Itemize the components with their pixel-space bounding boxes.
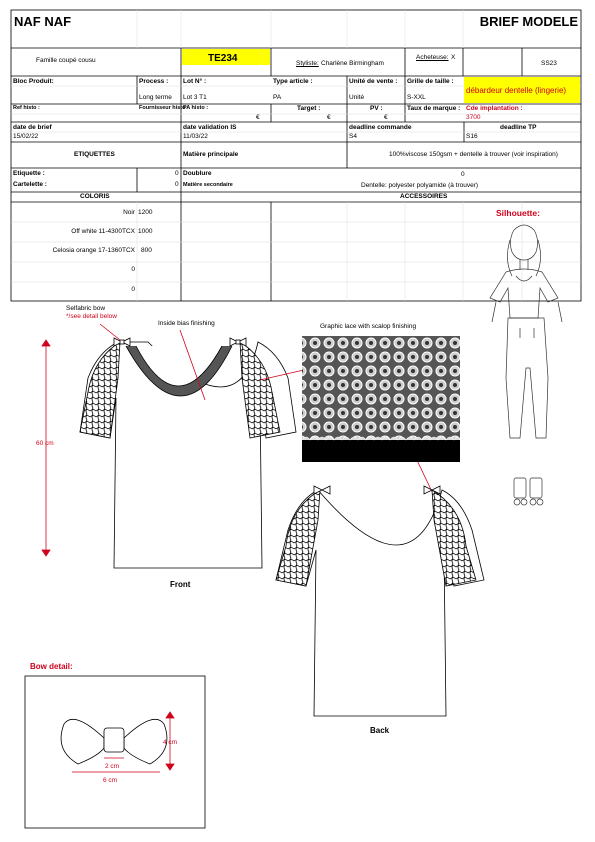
coloris-row-2-name: Off white 11-4300TCX xyxy=(71,228,135,235)
coloris-row-1-qty: 1200 xyxy=(138,209,153,216)
unite-vente-label: Unité de vente : xyxy=(349,78,398,85)
target-currency: € xyxy=(327,114,331,121)
coloris-row-3-name: Celosia orange 17-1360TCX xyxy=(52,247,135,254)
brand-name: NAF NAF xyxy=(14,14,72,29)
matiere-principale-label: Matière principale xyxy=(183,151,239,158)
matiere-secondaire-value: Dentelle: polyester polyamide (à trouver) xyxy=(361,182,479,189)
fournisseur-histo-label: Fournisseur histo xyxy=(139,105,186,111)
coloris-row-5-name: 0 xyxy=(131,286,135,293)
cde-implantation-label: Cde implantation : xyxy=(466,105,523,112)
type-article-value: PA xyxy=(273,94,282,101)
accessoires-heading: ACCESSOIRES xyxy=(400,193,448,200)
matiere-principale-value: 100%viscose 150gsm + dentelle à trouver (voir inspiration) xyxy=(389,151,558,158)
graphic-lace-label: Graphic lace with scalop finishing xyxy=(320,323,417,330)
bow-width-label: 6 cm xyxy=(103,777,118,784)
pv-currency: € xyxy=(384,114,388,121)
product-family: Famille coupé cousu xyxy=(36,57,96,64)
coloris-row-3-qty: 800 xyxy=(141,247,152,254)
bow-knot-width-label: 2 cm xyxy=(105,763,120,770)
date-validation-value: 11/03/22 xyxy=(183,133,208,140)
front-bow-right xyxy=(230,338,246,346)
deadline-commande-value: S4 xyxy=(349,133,357,140)
etiquette-value: 0 xyxy=(175,170,179,177)
styliste-value: Charlène Birmingham xyxy=(321,60,384,67)
selfabric-bow-label: Selfabric bow xyxy=(66,305,106,312)
process-value: Long terme xyxy=(139,94,172,101)
deadline-tp-value: S16 xyxy=(466,133,478,140)
etiquette-label: Etiquette : xyxy=(13,170,45,177)
inside-bias-label: Inside bias finishing xyxy=(158,320,215,327)
product-name: débardeur dentelle (lingerie) xyxy=(466,86,567,95)
acheteuse-value: X xyxy=(451,54,456,61)
acheteuse-label: Acheteuse: xyxy=(416,54,449,61)
coloris-row-4-name: 0 xyxy=(131,266,135,273)
bow-height-label: 4 cm xyxy=(163,739,178,746)
doublure-label: Doublure xyxy=(183,170,212,177)
grille-taille-value: S-XXL xyxy=(407,94,426,101)
pv-label: PV : xyxy=(370,105,383,112)
cartelette-value: 0 xyxy=(175,181,179,188)
coloris-row-1-name: Noir xyxy=(123,209,135,216)
document-title: BRIEF MODELE xyxy=(479,14,578,29)
bloc-produit-label: Bloc Produit: xyxy=(13,78,54,85)
date-brief-value: 15/02/22 xyxy=(13,133,39,140)
bow-detail-title: Bow detail: xyxy=(30,662,73,671)
date-brief-label: date de brief xyxy=(13,124,52,131)
taux-marque-label: Taux de marque : xyxy=(407,105,461,112)
pa-histo-label: PA histo : xyxy=(183,105,209,111)
pa-currency: € xyxy=(256,114,260,121)
bow-detail-drawing xyxy=(61,719,167,764)
cde-implantation-value: 3700 xyxy=(466,114,481,121)
coloris-heading: COLORIS xyxy=(80,193,110,200)
lot-label: Lot N° : xyxy=(183,78,207,85)
styliste-label: Styliste: xyxy=(296,60,319,67)
back-label: Back xyxy=(370,726,390,735)
date-validation-label: date validation IS xyxy=(183,124,237,131)
process-label: Process : xyxy=(139,78,169,85)
unite-vente-value: Unité xyxy=(349,94,365,101)
back-garment xyxy=(276,486,484,716)
deadline-commande-label: deadline commande xyxy=(349,124,412,131)
doublure-value: 0 xyxy=(461,171,465,178)
etiquettes-heading: ETIQUETTES xyxy=(74,151,115,158)
ref-histo-label: Ref histo : xyxy=(13,105,40,111)
matiere-secondaire-label: Matière secondaire xyxy=(183,182,233,188)
see-detail-label: */see detail below xyxy=(66,313,117,320)
front-garment xyxy=(80,342,296,568)
deadline-tp-label: deadline TP xyxy=(500,124,537,131)
front-label: Front xyxy=(170,580,191,589)
reference-code: TE234 xyxy=(208,53,238,64)
cartelette-label: Cartelette : xyxy=(13,181,47,188)
height-dimension-label: 60 cm xyxy=(36,440,54,447)
lot-value: Lot 3 T1 xyxy=(183,94,207,101)
season-code: SS23 xyxy=(541,60,557,67)
grille-taille-label: Grille de taille : xyxy=(407,78,454,85)
silhouette-title: Silhouette: xyxy=(496,208,540,218)
type-article-label: Type article : xyxy=(273,78,313,85)
coloris-row-2-qty: 1000 xyxy=(138,228,153,235)
target-label: Target : xyxy=(297,105,321,112)
